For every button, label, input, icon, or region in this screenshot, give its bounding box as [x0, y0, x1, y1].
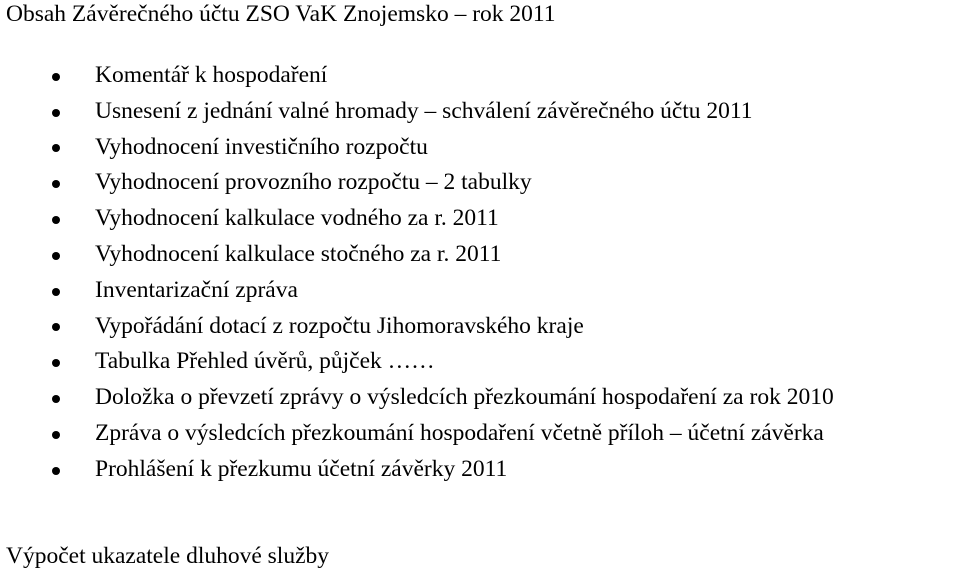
- bullet-icon: [52, 395, 60, 403]
- list-item-label: Vyhodnocení provozního rozpočtu – 2 tabulky: [95, 169, 532, 196]
- list-item-label: Vyhodnocení kalkulace vodného za r. 2011: [95, 205, 499, 232]
- list-item-label: Zpráva o výsledcích přezkoumání hospodaření včetně příloh – účetní závěrka: [95, 419, 824, 446]
- list-item: [0, 273, 834, 309]
- list-item-label: Vyhodnocení kalkulace stočného za r. 2011: [95, 240, 502, 267]
- bullet-icon: [52, 359, 60, 367]
- list-item-label: Komentář k hospodaření: [95, 62, 328, 88]
- list-item-label: Vypořádání dotací z rozpočtu Jihomoravského kraje: [95, 312, 584, 339]
- list-item: [0, 344, 834, 380]
- list-item: [0, 416, 834, 452]
- bullet-icon: [52, 144, 60, 152]
- list-item: [0, 201, 834, 237]
- bullet-icon: [52, 323, 60, 331]
- list-item-label: Usnesení z jednání valné hromady – schválení závěrečného účtu 2011: [95, 97, 753, 124]
- bullet-icon: [52, 180, 60, 188]
- list-item-label: Vyhodnocení investičního rozpočtu: [95, 133, 428, 160]
- list-item: [0, 165, 834, 201]
- list-item: [0, 380, 834, 416]
- section-heading: Výpočet ukazatele dluhové služby: [6, 543, 330, 569]
- bullet-icon: [52, 73, 60, 81]
- list-item: [0, 94, 834, 130]
- list-item: [0, 130, 834, 166]
- list-item-label: Prohlášení k přezkumu účetní závěrky 2011: [95, 455, 508, 482]
- list-item: [0, 58, 834, 94]
- document-title: Obsah Závěrečného účtu ZSO VaK Znojemsko – rok 2011: [6, 1, 556, 27]
- contents-list: [0, 58, 834, 488]
- list-item-label: Doložka o převzetí zprávy o výsledcích přezkoumání hospodaření za rok 2010: [95, 384, 834, 411]
- bullet-icon: [52, 288, 60, 296]
- bullet-icon: [52, 216, 60, 224]
- list-item: [0, 309, 834, 345]
- bullet-icon: [52, 467, 60, 475]
- bullet-icon: [52, 431, 60, 439]
- list-item-label: Inventarizační zpráva: [95, 276, 298, 303]
- list-item: [0, 237, 834, 273]
- bullet-icon: [52, 109, 60, 117]
- bullet-icon: [52, 252, 60, 260]
- list-item-label: Tabulka Přehled úvěrů, půjček ……: [95, 348, 435, 375]
- list-item: [0, 452, 834, 488]
